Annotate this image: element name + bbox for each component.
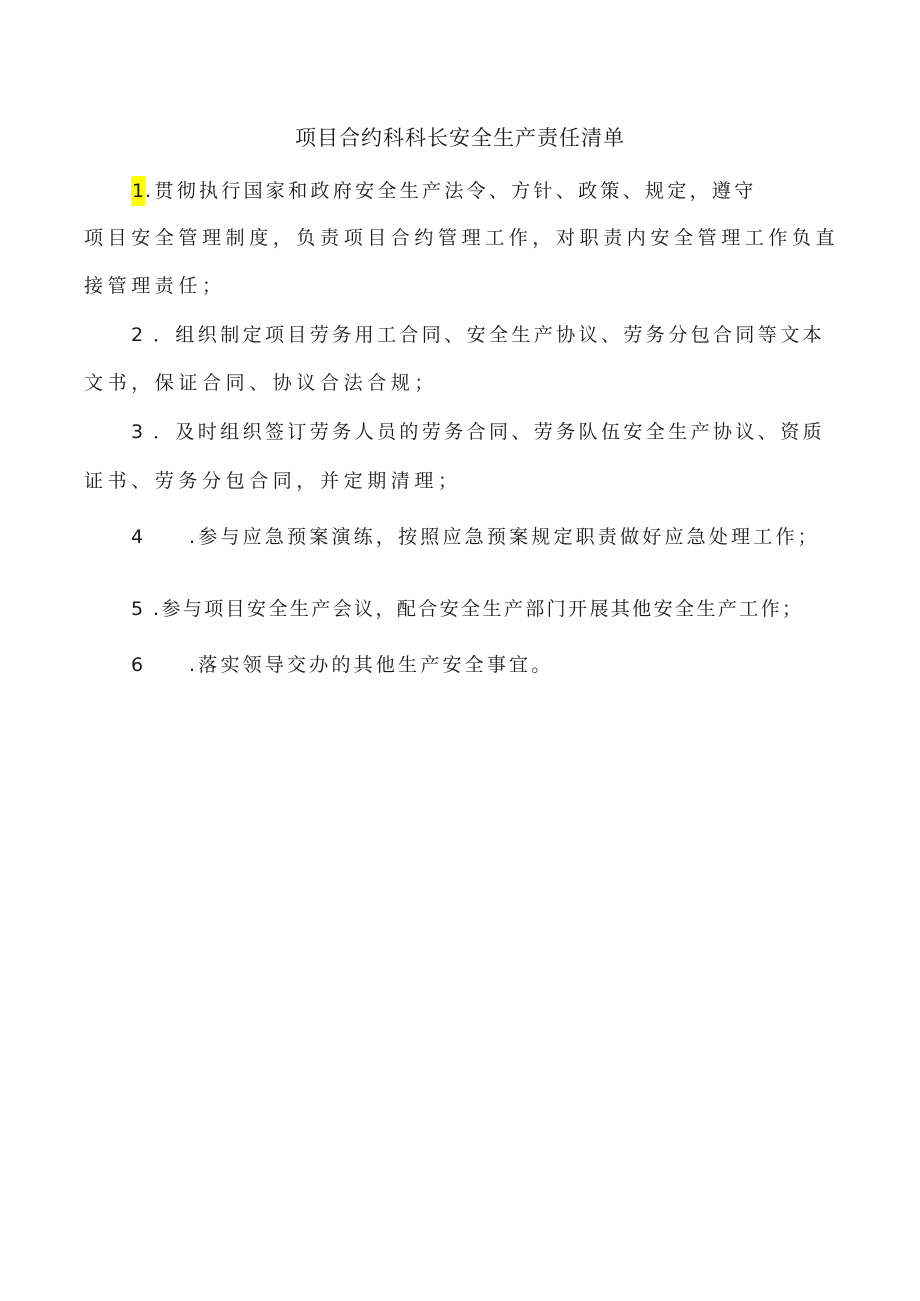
item-4-line [131, 522, 820, 552]
item-1-number: 1 [131, 176, 145, 206]
item-2-text-line-2: 文书，保证合同、协议合法合规； [84, 372, 439, 394]
item-1-text-line-1: .贯彻执行国家和政府安全生产法令、方针、政策、规定，遵守 [145, 180, 757, 202]
item-5-text: .参与项目安全生产会议，配合安全生产部门开展其他安全生产工作； [153, 598, 804, 620]
item-2-text-line-1: ．组织制定项目劳务用工合同、安全生产协议、劳务分包合同等文本 [153, 324, 826, 346]
item-4-text: .参与应急预案演练，按照应急预案规定职责做好应急处理工作； [189, 526, 820, 548]
item-2-number: 2 [131, 324, 144, 346]
item-3-text-line-2: 证书、劳务分包合同，并定期清理； [84, 470, 462, 492]
item-5-number: 5 [131, 598, 144, 620]
item-1-text-line-3: 接管理责任； [84, 275, 226, 297]
document-title: 项目合约科科长安全生产责任清单 [295, 126, 625, 150]
item-3-first-line [131, 417, 825, 447]
item-6-number: 6 [131, 654, 144, 676]
item-4-number: 4 [131, 526, 144, 548]
item-5-line [131, 594, 803, 624]
item-3-number: 3 [131, 421, 144, 443]
item-1-text-line-2: 项目安全管理制度，负责项目合约管理工作，对职责内安全管理工作负直 [84, 227, 840, 249]
item-1-first-line [131, 176, 757, 206]
item-6-line [131, 650, 553, 680]
item-2-first-line [131, 320, 825, 350]
item-3-text-line-1: ．及时组织签订劳务人员的劳务合同、劳务队伍安全生产协议、资质 [153, 421, 826, 443]
item-6-text: .落实领导交办的其他生产安全事宜。 [189, 654, 554, 676]
